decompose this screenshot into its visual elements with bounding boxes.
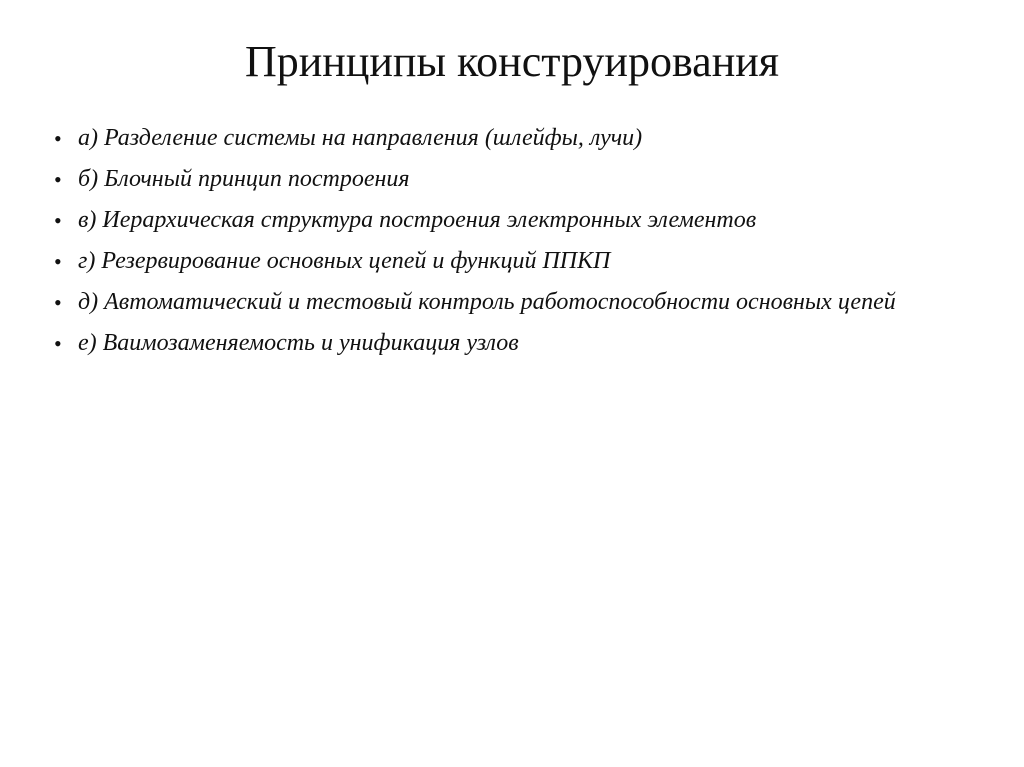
list-item-text: а) Разделение системы на направления (шлейфы, лучи)	[78, 125, 643, 151]
bullet-list	[54, 124, 954, 370]
bullet-icon: •	[54, 249, 62, 274]
list-item	[54, 124, 954, 153]
list-item	[54, 165, 954, 194]
bullet-icon: •	[54, 290, 62, 315]
list-item	[54, 206, 954, 235]
bullet-icon: •	[54, 167, 62, 192]
list-item	[54, 288, 954, 317]
list-item	[54, 329, 954, 358]
list-item-text: г) Резервирование основных цепей и функций ППКП	[78, 248, 611, 274]
slide-title: Принципы конструирования	[244, 37, 780, 86]
bullet-icon: •	[54, 331, 62, 356]
list-item-text: б) Блочный принцип построения	[78, 166, 410, 192]
list-item-text: д) Автоматический и тестовый контроль работоспособности основных цепей	[78, 289, 896, 315]
list-item	[54, 247, 954, 276]
bullet-icon: •	[54, 126, 62, 151]
list-item-text: е) Ваимозаменяемость и унификация узлов	[78, 330, 519, 356]
list-item-text: в) Иерархическая структура построения электронных элементов	[78, 207, 757, 233]
bullet-icon: •	[54, 208, 62, 233]
